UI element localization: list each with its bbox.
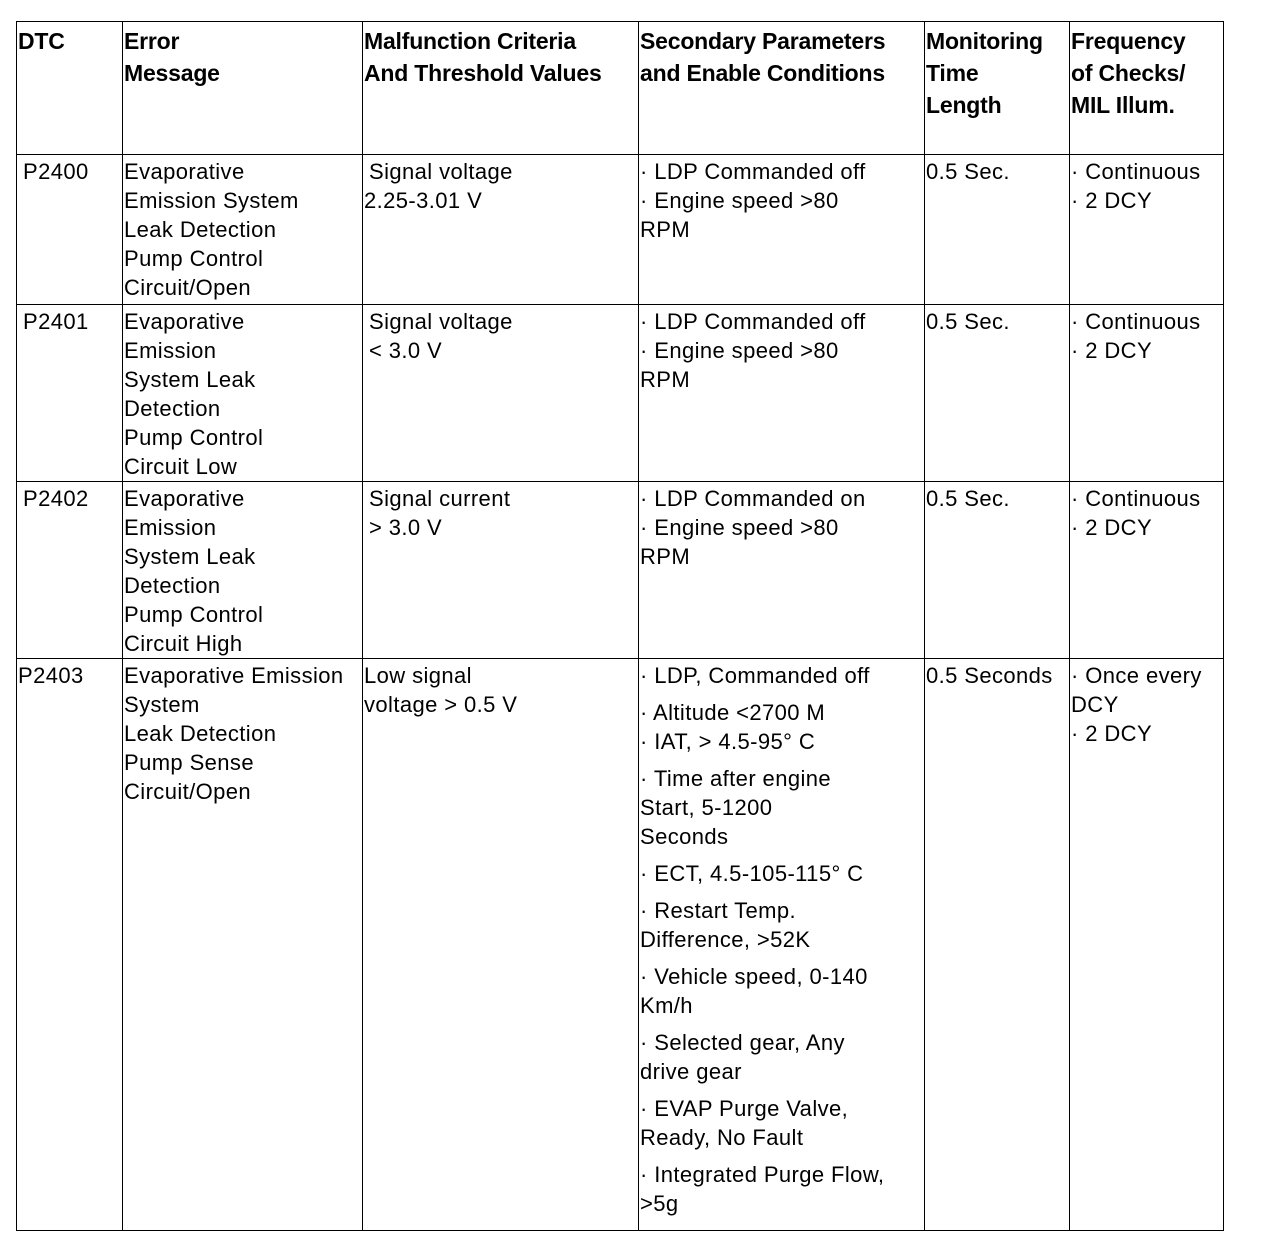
header-secondary-parameters: Secondary Parameters and Enable Conditions [639,22,925,155]
conditions-list: · LDP, Commanded off · Altitude <2700 M · IAT, > 4.5-95° C · Time after engine Start, 5-1200 Seconds · ECT, 4.5-105-115° C · Restart Temp. Difference, >52K · Vehicle speed, 0-140 Km/h · Selected gear, Any drive gear · EVAP Purge Valve, Ready, No Fault · Integrated Purge Flow, >5g [640,661,924,1218]
frequency-cell: · Continuous · 2 DCY [1070,482,1224,659]
header-monitoring-time: Monitoring Time Length [925,22,1070,155]
error-message-cell: Evaporative Emission System Leak Detection Pump Control Circuit Low [123,305,363,482]
criteria-cell: Signal current > 3.0 V [363,482,639,659]
error-message-cell: Evaporative Emission System Leak Detection Pump Control Circuit/Open [123,155,363,305]
conditions-cell: · LDP Commanded off · Engine speed >80 RPM [639,305,925,482]
criteria-cell: Signal voltage < 3.0 V [363,305,639,482]
monitoring-cell: 0.5 Seconds [925,659,1070,1231]
frequency-cell: · Continuous · 2 DCY [1070,155,1224,305]
frequency-cell: · Continuous · 2 DCY [1070,305,1224,482]
criteria-cell: Signal voltage 2.25-3.01 V [363,155,639,305]
dtc-code: P2403 [17,659,123,1231]
header-error-message: Error Message [123,22,363,155]
table-row [17,155,1224,305]
table-row [17,482,1224,659]
frequency-cell: · Once every DCY · 2 DCY [1070,659,1224,1231]
table-row [17,305,1224,482]
dtc-table [16,21,1224,1231]
error-message-cell: Evaporative Emission System Leak Detection Pump Sense Circuit/Open [123,659,363,1231]
monitoring-cell: 0.5 Sec. [925,305,1070,482]
monitoring-cell: 0.5 Sec. [925,482,1070,659]
dtc-code: P2400 [17,155,123,305]
header-frequency: Frequency of Checks/ MIL Illum. [1070,22,1224,155]
header-row [17,22,1224,155]
criteria-cell: Low signal voltage > 0.5 V [363,659,639,1231]
conditions-cell: · LDP Commanded off · Engine speed >80 RPM [639,155,925,305]
table-row [17,659,1224,1231]
dtc-code: P2402 [17,482,123,659]
monitoring-cell: 0.5 Sec. [925,155,1070,305]
header-malfunction-criteria: Malfunction Criteria And Threshold Values [363,22,639,155]
header-dtc: DTC [17,22,123,155]
conditions-cell: · LDP Commanded on · Engine speed >80 RPM [639,482,925,659]
dtc-code: P2401 [17,305,123,482]
error-message-cell: Evaporative Emission System Leak Detection Pump Control Circuit High [123,482,363,659]
conditions-cell [639,659,925,1231]
